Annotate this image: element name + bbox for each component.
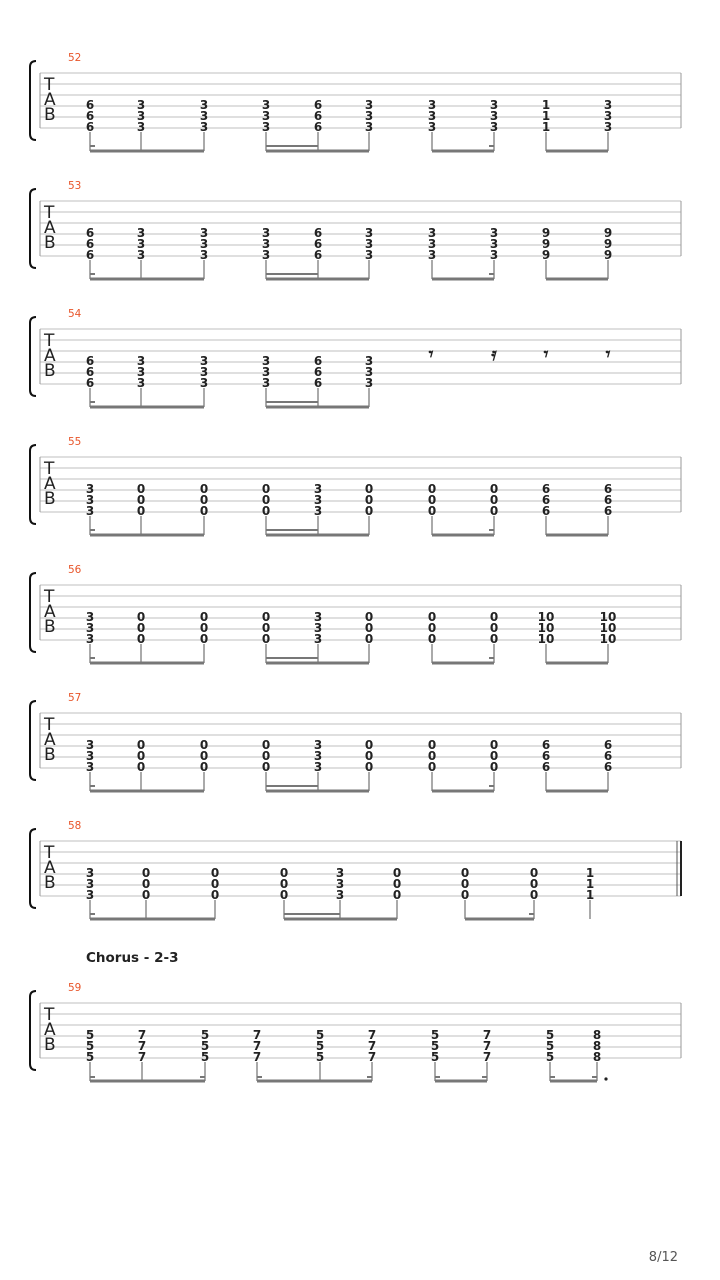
tab-system-55: [30, 436, 681, 535]
fret-number: 0: [427, 493, 437, 507]
fret-number: 0: [261, 482, 271, 496]
fret-number: 3: [364, 109, 374, 123]
fret-number: 6: [85, 365, 95, 379]
fret-number: 0: [199, 504, 209, 518]
system-bracket: [30, 701, 36, 780]
fret-number: 0: [136, 610, 146, 624]
fret-number: 7: [252, 1039, 262, 1053]
fret-number: 3: [199, 237, 209, 251]
fret-number: 3: [427, 98, 437, 112]
fret-number: 9: [541, 248, 551, 262]
fret-number: 0: [199, 632, 209, 646]
fret-number: 3: [364, 354, 374, 368]
fret-number: 3: [199, 365, 209, 379]
tab-system-57: [30, 692, 681, 791]
tab-clef-letter: B: [44, 1035, 56, 1055]
tab-clef-letter: B: [44, 489, 56, 509]
fret-number: 8: [592, 1028, 602, 1042]
fret-number: 0: [529, 866, 539, 880]
fret-number: 3: [313, 749, 323, 763]
fret-number: 0: [279, 888, 289, 902]
system-bracket: [30, 445, 36, 524]
tab-clef-letter: B: [44, 361, 56, 381]
fret-number: 0: [364, 493, 374, 507]
fret-number: 6: [85, 98, 95, 112]
fret-number: 0: [427, 621, 437, 635]
fret-number: 5: [200, 1028, 210, 1042]
fret-number: 10: [599, 610, 617, 624]
sixteenth-rest-icon: 𝄿: [491, 344, 497, 365]
fret-number: 6: [313, 237, 323, 251]
tab-system-58: [30, 820, 681, 919]
fret-number: 3: [364, 98, 374, 112]
fret-number: 3: [199, 248, 209, 262]
fret-number: 6: [541, 749, 551, 763]
fret-number: 6: [541, 493, 551, 507]
fret-number: 1: [585, 877, 595, 891]
fret-number: 3: [313, 493, 323, 507]
fret-number: 7: [482, 1050, 492, 1064]
fret-number: 0: [364, 760, 374, 774]
fret-number: 3: [364, 120, 374, 134]
fret-number: 0: [489, 482, 499, 496]
measure-number: 58: [68, 820, 82, 832]
tab-clef-letter: A: [44, 730, 56, 750]
fret-number: 10: [537, 610, 555, 624]
fret-number: 3: [261, 376, 271, 390]
fret-number: 3: [85, 504, 95, 518]
fret-number: 0: [427, 504, 437, 518]
fret-number: 0: [392, 888, 402, 902]
fret-number: 3: [313, 760, 323, 774]
tab-clef-letter: B: [44, 745, 56, 765]
fret-number: 0: [261, 760, 271, 774]
fret-number: 5: [85, 1039, 95, 1053]
fret-number: 0: [261, 621, 271, 635]
system-bracket: [30, 317, 36, 396]
measure-number: 57: [68, 692, 82, 704]
tab-clef-letter: A: [44, 1020, 56, 1040]
fret-number: 0: [261, 749, 271, 763]
tab-system-52: [30, 52, 681, 151]
fret-number: 3: [261, 109, 271, 123]
fret-number: 3: [489, 248, 499, 262]
fret-number: 0: [199, 738, 209, 752]
fret-number: 3: [335, 877, 345, 891]
tab-clef-letter: A: [44, 346, 56, 366]
fret-number: 3: [85, 493, 95, 507]
fret-number: 0: [489, 493, 499, 507]
fret-number: 3: [85, 632, 95, 646]
fret-number: 3: [427, 226, 437, 240]
fret-number: 10: [537, 632, 555, 646]
fret-number: 0: [136, 749, 146, 763]
fret-number: 8: [592, 1039, 602, 1053]
fret-number: 0: [364, 482, 374, 496]
fret-number: 3: [199, 376, 209, 390]
fret-number: 10: [599, 621, 617, 635]
fret-number: 6: [603, 760, 613, 774]
fret-number: 3: [85, 749, 95, 763]
fret-number: 0: [427, 482, 437, 496]
fret-number: 7: [137, 1039, 147, 1053]
fret-number: 3: [85, 877, 95, 891]
fret-number: 3: [261, 237, 271, 251]
fret-number: 3: [489, 226, 499, 240]
fret-number: 3: [489, 120, 499, 134]
fret-number: 0: [529, 888, 539, 902]
fret-number: 0: [364, 610, 374, 624]
fret-number: 6: [313, 120, 323, 134]
fret-number: 3: [427, 120, 437, 134]
fret-number: 5: [85, 1028, 95, 1042]
fret-number: 5: [315, 1050, 325, 1064]
fret-number: 0: [364, 632, 374, 646]
fret-number: 1: [541, 120, 551, 134]
fret-number: 5: [430, 1028, 440, 1042]
fret-number: 3: [313, 610, 323, 624]
fret-number: 3: [489, 109, 499, 123]
fret-number: 0: [261, 610, 271, 624]
fret-number: 3: [136, 365, 146, 379]
fret-number: 6: [85, 376, 95, 390]
fret-number: 0: [136, 493, 146, 507]
fret-number: 0: [210, 866, 220, 880]
fret-number: 0: [141, 866, 151, 880]
fret-number: 5: [200, 1050, 210, 1064]
tab-clef-letter: A: [44, 474, 56, 494]
tab-clef-letter: T: [44, 75, 55, 95]
fret-number: 6: [313, 98, 323, 112]
fret-number: 3: [603, 98, 613, 112]
fret-number: 6: [313, 354, 323, 368]
fret-number: 3: [261, 98, 271, 112]
fret-number: 3: [85, 866, 95, 880]
tab-clef-letter: T: [44, 587, 55, 607]
tab-clef-letter: A: [44, 858, 56, 878]
fret-number: 3: [199, 98, 209, 112]
fret-number: 3: [261, 248, 271, 262]
fret-number: 5: [200, 1039, 210, 1053]
fret-number: 0: [460, 877, 470, 891]
fret-number: 7: [367, 1028, 377, 1042]
measure-number: 53: [68, 180, 82, 192]
tab-clef-letter: T: [44, 331, 55, 351]
fret-number: 0: [136, 632, 146, 646]
fret-number: 0: [279, 866, 289, 880]
fret-number: 1: [541, 109, 551, 123]
fret-number: 0: [199, 493, 209, 507]
fret-number: 6: [85, 226, 95, 240]
measure-number: 59: [68, 982, 82, 994]
fret-number: 0: [489, 621, 499, 635]
tab-system-54: [30, 308, 681, 407]
fret-number: 7: [482, 1039, 492, 1053]
measure-number: 52: [68, 52, 82, 64]
fret-number: 3: [364, 376, 374, 390]
tab-clef-letter: B: [44, 233, 56, 253]
fret-number: 3: [199, 226, 209, 240]
fret-number: 6: [541, 738, 551, 752]
fret-number: 0: [199, 621, 209, 635]
system-bracket: [30, 189, 36, 268]
fret-number: 0: [136, 760, 146, 774]
fret-number: 0: [261, 632, 271, 646]
fret-number: 3: [136, 120, 146, 134]
tab-clef-letter: B: [44, 617, 56, 637]
fret-number: 0: [460, 866, 470, 880]
tab-clef-letter: T: [44, 843, 55, 863]
tab-clef-letter: T: [44, 715, 55, 735]
fret-number: 3: [489, 98, 499, 112]
tab-clef-letter: T: [44, 1005, 55, 1025]
fret-number: 0: [261, 738, 271, 752]
fret-number: 0: [199, 749, 209, 763]
fret-number: 3: [136, 376, 146, 390]
fret-number: 3: [85, 610, 95, 624]
fret-number: 3: [136, 226, 146, 240]
fret-number: 0: [261, 504, 271, 518]
fret-number: 0: [489, 749, 499, 763]
fret-number: 3: [603, 109, 613, 123]
fret-number: 0: [529, 877, 539, 891]
fret-number: 0: [210, 877, 220, 891]
fret-number: 6: [313, 109, 323, 123]
tab-clef-letter: B: [44, 873, 56, 893]
tab-clef-letter: T: [44, 459, 55, 479]
fret-number: 6: [313, 248, 323, 262]
fret-number: 6: [603, 504, 613, 518]
fret-number: 3: [136, 109, 146, 123]
fret-number: 3: [136, 98, 146, 112]
fret-number: 3: [364, 237, 374, 251]
fret-number: 0: [141, 877, 151, 891]
fret-number: 3: [364, 226, 374, 240]
fret-number: 0: [489, 504, 499, 518]
fret-number: 6: [313, 376, 323, 390]
eighth-rest-icon: 𝄾: [543, 344, 549, 365]
fret-number: 0: [489, 632, 499, 646]
tab-clef-letter: B: [44, 105, 56, 125]
fret-number: 3: [136, 354, 146, 368]
section-label: Chorus - 2-3: [86, 950, 179, 966]
tab-clef-letter: T: [44, 203, 55, 223]
fret-number: 3: [364, 365, 374, 379]
fret-number: 3: [313, 504, 323, 518]
fret-number: 3: [261, 226, 271, 240]
fret-number: 10: [599, 632, 617, 646]
tab-system-53: [30, 180, 681, 279]
fret-number: 3: [85, 738, 95, 752]
tab-system-59: [30, 982, 681, 1081]
fret-number: 0: [392, 866, 402, 880]
fret-number: 8: [592, 1050, 602, 1064]
tab-clef-letter: A: [44, 602, 56, 622]
fret-number: 5: [430, 1039, 440, 1053]
eighth-rest-icon: 𝄾: [605, 344, 611, 365]
fret-number: 0: [427, 632, 437, 646]
fret-number: 3: [261, 365, 271, 379]
fret-number: 3: [489, 237, 499, 251]
fret-number: 0: [364, 749, 374, 763]
fret-number: 3: [261, 354, 271, 368]
fret-number: 0: [364, 738, 374, 752]
fret-number: 6: [541, 504, 551, 518]
fret-number: 7: [482, 1028, 492, 1042]
system-bracket: [30, 61, 36, 140]
fret-number: 0: [489, 610, 499, 624]
fret-number: 0: [460, 888, 470, 902]
fret-number: 0: [364, 621, 374, 635]
system-bracket: [30, 991, 36, 1070]
fret-number: 0: [261, 493, 271, 507]
fret-number: 0: [279, 877, 289, 891]
fret-number: 7: [137, 1028, 147, 1042]
fret-number: 5: [430, 1050, 440, 1064]
fret-number: 3: [335, 866, 345, 880]
fret-number: 6: [85, 120, 95, 134]
fret-number: 0: [199, 760, 209, 774]
fret-number: 0: [392, 877, 402, 891]
dot: [604, 1077, 607, 1080]
fret-number: 7: [367, 1050, 377, 1064]
fret-number: 0: [199, 482, 209, 496]
fret-number: 3: [85, 482, 95, 496]
fret-number: 0: [136, 738, 146, 752]
fret-number: 0: [141, 888, 151, 902]
fret-number: 6: [85, 109, 95, 123]
fret-number: 9: [541, 237, 551, 251]
fret-number: 5: [545, 1039, 555, 1053]
fret-number: 0: [427, 749, 437, 763]
fret-number: 6: [603, 738, 613, 752]
fret-number: 3: [199, 109, 209, 123]
fret-number: 3: [427, 237, 437, 251]
fret-number: 3: [603, 120, 613, 134]
fret-number: 0: [489, 738, 499, 752]
fret-number: 9: [603, 226, 613, 240]
tab-clef-letter: A: [44, 218, 56, 238]
fret-number: 3: [364, 248, 374, 262]
fret-number: 6: [313, 365, 323, 379]
eighth-rest-icon: 𝄾: [428, 344, 434, 365]
fret-number: 3: [427, 109, 437, 123]
fret-number: 3: [313, 621, 323, 635]
tab-system-56: [30, 564, 681, 663]
fret-number: 6: [603, 749, 613, 763]
fret-number: 0: [427, 610, 437, 624]
fret-number: 10: [537, 621, 555, 635]
fret-number: 5: [545, 1050, 555, 1064]
fret-number: 3: [313, 632, 323, 646]
system-bracket: [30, 573, 36, 652]
fret-number: 0: [136, 504, 146, 518]
fret-number: 3: [85, 760, 95, 774]
fret-number: 0: [210, 888, 220, 902]
fret-number: 6: [85, 248, 95, 262]
fret-number: 6: [541, 760, 551, 774]
fret-number: 0: [136, 482, 146, 496]
measure-number: 54: [68, 308, 82, 320]
fret-number: 3: [85, 621, 95, 635]
fret-number: 1: [585, 866, 595, 880]
fret-number: 7: [367, 1039, 377, 1053]
fret-number: 0: [199, 610, 209, 624]
page-number: 8/12: [648, 1250, 678, 1265]
fret-number: 3: [261, 120, 271, 134]
measure-number: 56: [68, 564, 82, 576]
fret-number: 5: [315, 1028, 325, 1042]
fret-number: 6: [85, 354, 95, 368]
fret-number: 6: [603, 493, 613, 507]
fret-number: 3: [136, 237, 146, 251]
fret-number: 6: [541, 482, 551, 496]
measure-number: 55: [68, 436, 82, 448]
fret-number: 0: [489, 760, 499, 774]
fret-number: 3: [313, 482, 323, 496]
fret-number: 0: [136, 621, 146, 635]
fret-number: 0: [427, 738, 437, 752]
tab-clef-letter: A: [44, 90, 56, 110]
fret-number: 3: [199, 120, 209, 134]
fret-number: 7: [252, 1028, 262, 1042]
fret-number: 0: [427, 760, 437, 774]
fret-number: 5: [85, 1050, 95, 1064]
fret-number: 3: [85, 888, 95, 902]
fret-number: 7: [137, 1050, 147, 1064]
fret-number: 6: [85, 237, 95, 251]
fret-number: 6: [313, 226, 323, 240]
fret-number: 3: [199, 354, 209, 368]
fret-number: 3: [335, 888, 345, 902]
fret-number: 6: [603, 482, 613, 496]
fret-number: 3: [427, 248, 437, 262]
system-bracket: [30, 829, 36, 908]
fret-number: 9: [603, 248, 613, 262]
fret-number: 7: [252, 1050, 262, 1064]
fret-number: 9: [603, 237, 613, 251]
fret-number: 3: [136, 248, 146, 262]
fret-number: 1: [541, 98, 551, 112]
fret-number: 9: [541, 226, 551, 240]
fret-number: 1: [585, 888, 595, 902]
fret-number: 0: [364, 504, 374, 518]
fret-number: 5: [545, 1028, 555, 1042]
fret-number: 3: [313, 738, 323, 752]
fret-number: 5: [315, 1039, 325, 1053]
